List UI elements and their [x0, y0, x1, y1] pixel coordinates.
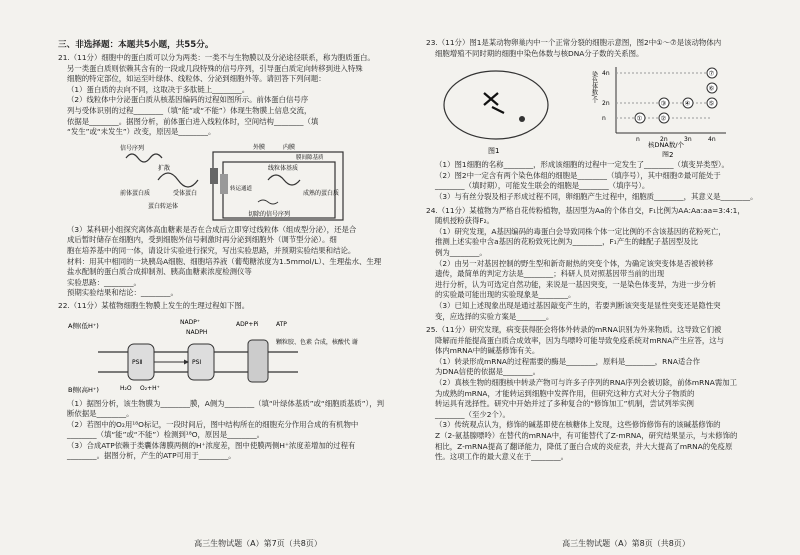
- q23-sub2-line: （2）图2中一定含有两个染色体组的细胞是________（填序号），其中细胞⑦最可能处于: [435, 170, 721, 180]
- x-tick-label: 3n: [684, 136, 692, 144]
- question-21: [58, 53, 386, 299]
- q23-intro-line: 23.（11分）图1是某动物卵巢内中一个正常分裂的细胞示意图，图2中①～⑦是该动物体内: [426, 38, 722, 47]
- q24-line: 随机授粉获得F₂。: [435, 216, 494, 226]
- data-point-label: ③: [660, 99, 667, 108]
- label-matrix: 线粒体基质: [268, 164, 299, 172]
- atp-synthase: [248, 340, 268, 382]
- q25-line: 为成熟的mRNA，才能转运到细胞中发挥作用，但研究这种方式对大分子物质的: [435, 388, 695, 398]
- thylakoid-svg: [68, 314, 368, 396]
- q25-line: 相比，Z-mRNA提高了翻译能力，降低了蛋白合成的炎症表，并大大提高了mRNA的免疫原: [435, 441, 733, 451]
- q21-sub2-line: 列与受体识别的过程________（填“能”或“不能”）体现生物膜上信息交流，: [67, 105, 312, 115]
- q25-line: 转运具有选择性。研究中开始并过了多种复合的“修饰加工”机制，尝试列举实例: [435, 399, 694, 409]
- label-ps1: PSⅠ: [192, 358, 202, 366]
- data-point-label: ①: [636, 114, 643, 123]
- data-point-label: ⑤: [708, 99, 715, 108]
- label-pigment: 颗粒胶、色素 合成，核酸代 谢: [276, 338, 358, 346]
- q25-line: （2）真核生物的细胞核中转录产物可与许多子序列的RNA序列会被切除，前体mRNA需加工: [435, 378, 738, 388]
- q21-sub3-line: 盐水配制的蛋白质合成抑制剂、胰高血糖素浓度检测仪等: [67, 267, 252, 277]
- cell-outline: [444, 71, 548, 139]
- q22-sub3: （3）合成ATP依赖于类囊体薄膜两侧的H⁺浓度差，图中使膜两侧H⁺浓度差增加的过程有________。据图分析，产生的ATP可用于________。: [67, 440, 356, 461]
- y-tick-label: n: [602, 115, 606, 123]
- q25-line: 降解而并能提高蛋白质合成效率，因为鸟嘌呤可能导致免疫系统对mRNA产生应答，这与: [435, 335, 724, 345]
- label-side-a: A侧(低H⁺): [68, 321, 99, 330]
- q21-sub3-line: 预期实验结果和结论：________。: [67, 288, 178, 298]
- q24-line: （1）研究发现，A基因编码的毒蛋白会导致同株个体一定比例的不含该基因的花粉死亡，: [435, 226, 726, 236]
- mitochondria-svg: [118, 140, 348, 222]
- q21-intro-line: 另一类蛋白质则依赖其含有的一段或几段特殊的信号序列，引导蛋白质定向转移到进入特殊: [67, 63, 363, 73]
- q22-sub1: （1）据图分析，该生物膜为________膜，A侧为________（填“叶绿体基质”或“细胞质基质”），判断依据是________。: [67, 398, 385, 419]
- q25-line: 体内mRNA中的碱基修饰有关。: [435, 346, 540, 356]
- label-transfer: 转运通道: [230, 185, 253, 192]
- label-side-b: B侧(高H⁺): [68, 385, 99, 394]
- label-outer: 外膜: [253, 143, 266, 151]
- label-cut: 切除的信号序列: [248, 210, 291, 218]
- label-receptor: 受体蛋白: [173, 189, 198, 197]
- q22-sub2: （2）若图中的O₂用¹⁸O标记，一段时间后，图中结构所在的细胞充分作用合成的有机物中________（填“能”或“不能”）检测到¹⁸O，原因是________。: [67, 419, 359, 440]
- mitochondria-import-diagram: [58, 140, 386, 222]
- q25-line: （1）转录形成mRNA的过程需要的酶是________，原料是________，RNA适合作: [435, 356, 701, 366]
- label-precursor: 前体蛋白质: [120, 189, 151, 197]
- label-ps2: PSⅡ: [132, 358, 143, 366]
- page-right: [400, 0, 800, 555]
- q21-sub2-line: “发生”或“未发生”）改变，原因是________。: [67, 127, 216, 137]
- polar-body: [519, 116, 525, 122]
- label-nadp: NADP⁺: [180, 318, 200, 326]
- label-inner: 内膜: [283, 143, 296, 151]
- mature-protein-shape: [268, 175, 300, 185]
- q25-line: Z（2-氨基腺嘌呤）在替代的mRNA中，有可能替代了Z-mRNA，研究结果显示，与未修饰的: [435, 431, 738, 441]
- q21-sub3-line: （3）某科研小组探究离体高血糖素是否在合成后立即穿过线粒体（组成型分泌），还是合: [67, 224, 357, 234]
- section-heading: 三、非选择题：本题共5小题，共55分。: [58, 40, 214, 50]
- page-footer-right: 高三生物试题（A）第8页（共8页）: [562, 539, 690, 548]
- question-24: [426, 206, 780, 323]
- q25-line: （3）传统观点认为，修饰的碱基即使在核糖体上发现，这些修饰修饰有的该碱基修饰的: [435, 420, 721, 430]
- x-tick-label: 2n: [660, 136, 668, 144]
- label-intermembrane: 膜间隙基质: [296, 154, 324, 161]
- q24-line: 24.（11分）某植物为严格自花传粉植物，基因型为Aa的个体自交，F₁比例为AA:Aa:aa=3:4:1，: [426, 205, 745, 215]
- label-o2: O₂+H⁺: [140, 384, 160, 392]
- question-22: [58, 301, 386, 462]
- fig2-caption: 图2: [662, 151, 674, 158]
- q24-line: 的实验最可能出现的实验现象是________。: [435, 290, 576, 300]
- x-axis-label: 核DNA数/个: [648, 141, 685, 150]
- label-diffuse: 扩散: [158, 164, 171, 172]
- cut-signal-shape: [258, 200, 278, 204]
- label-adp: ADP+Pi: [236, 320, 259, 328]
- question-23: [426, 38, 780, 203]
- q21-sub3-line: 实验思路：________。: [67, 277, 141, 287]
- q23-figures: [426, 61, 780, 157]
- y-tick-label: 2n: [602, 100, 610, 108]
- precursor-protein-shape: [158, 173, 198, 187]
- q24-line: 进行分析，认为可选定自然功能，来说是一基因突变，一是染色体变异，为进一步分析: [435, 279, 716, 289]
- y-axis-label: 染色体数/个: [590, 71, 598, 104]
- q21-sub3-line: 成后暂时储存在细胞内，受到细胞外信号刺激时再分泌到细胞外（调节型分泌）。细: [67, 235, 337, 245]
- q21-sub3-line: 胞在培养基中的同一体，请设计实验进行探究，写出实验思路，并预期实验结果和结论。: [67, 245, 356, 255]
- q23-sub1: （1）图1细胞的名称________，形成该细胞的过程中一定发生了________（填变异类型）。: [435, 160, 729, 170]
- q21-intro-line: 细胞的特定部位，如运至叶绿体、线粒体、分泌到细胞外等。请回答下列问题：: [67, 74, 326, 84]
- y-tick-label: 4n: [602, 70, 610, 78]
- q25-line: ________（至少2个）。: [435, 409, 510, 419]
- chromosome-shapes: [484, 93, 504, 113]
- x-tick-label: 4n: [708, 136, 716, 144]
- label-signal: 信号序列: [120, 144, 145, 152]
- data-point-label: ②: [660, 114, 667, 123]
- q25-line: 为DNA信使的依据是________。: [435, 367, 540, 377]
- label-mature: 成熟的蛋白质: [303, 189, 340, 197]
- q21-sub3-line: 材料：用其中相同的一块胰岛A细胞、细胞培养液（葡萄糖浓度为1.5mmol/L）、生理盐水、生理: [67, 256, 382, 266]
- data-point-label: ④: [684, 99, 691, 108]
- q21-intro-line: 21.（11分）细胞中的蛋白质可以分为两类：一类不与生物膜以及分泌途径联系，称为胞质蛋白。: [58, 53, 375, 62]
- question-25: [426, 325, 780, 463]
- q24-line: 例为________。: [435, 247, 487, 257]
- q24-line: 遗传，最简单的判定方法是________；科研人员对照基因带当前的出现: [435, 269, 665, 279]
- q21-sub1: （1）蛋白质的去向不同，这取决于多肽链上________。: [67, 84, 250, 94]
- page-footer-left: 高三生物试题（A）第7页（共8页）: [194, 539, 322, 548]
- q25-line: 性。这项工作的最大意义在于________。: [435, 452, 569, 462]
- q21-sub2-line: （2）线粒体中分泌蛋白质从核基因编码的过程如图所示。前体蛋白信号序: [67, 95, 309, 105]
- q21-sub2-line: 依据是________。据图分析，前体蛋白进入线粒体时，空间结构________（填: [67, 116, 319, 126]
- q24-line: （3）已知上述现象出现是通过基因敲变产生的，若要判断该突变是显性突变还是隐性突: [435, 300, 721, 310]
- fig1-caption: 图1: [488, 147, 500, 156]
- label-transporter: 蛋白转运体: [148, 202, 179, 210]
- x-tick-label: n: [636, 136, 640, 144]
- label-nadph: NADPH: [186, 328, 208, 336]
- data-point-label: ⑥: [708, 84, 715, 93]
- receptor-shape: [210, 168, 218, 184]
- q23-sub3: （3）与有丝分裂及相子形成过程不同，卵细胞产生过程中，细胞质________，其意义是________。: [435, 191, 758, 201]
- data-point-label: ⑦: [708, 69, 715, 78]
- signal-sequence-shape: [126, 154, 162, 162]
- q23-svg: [426, 61, 776, 157]
- transporter-shape: [220, 174, 228, 194]
- q24-line: （2）由另一对基因控制的野生型和新奇耐热的突变个体，为确定该突变体是否被转移: [435, 258, 714, 268]
- q23-intro-line: 细胞增殖不同时期的细胞中染色体数与核DNA分子数的关系图。: [435, 48, 644, 58]
- scatter-plot: [602, 67, 726, 143]
- thylakoid-diagram: [58, 314, 386, 396]
- label-h2o: H₂O: [120, 384, 132, 392]
- q24-line: 变，应选择的实验方案是________。: [435, 311, 554, 321]
- q25-line: 25.（11分）研究发现，病变获得胚会将体外转录的mRNA识别为外来物质。这导致它们被: [426, 325, 722, 335]
- label-atp: ATP: [276, 320, 287, 328]
- q24-line: 推测上述实验中含a基因的花粉致死比例为________，F₁产生的雌配子基因型及比: [435, 237, 699, 247]
- q23-sub2-line: ________（填时期），可能发生联会的细胞是________（填序号）。: [435, 181, 650, 191]
- q22-intro: 22.（11分）某植物细胞生物膜上发生的生理过程如下图。: [58, 300, 250, 310]
